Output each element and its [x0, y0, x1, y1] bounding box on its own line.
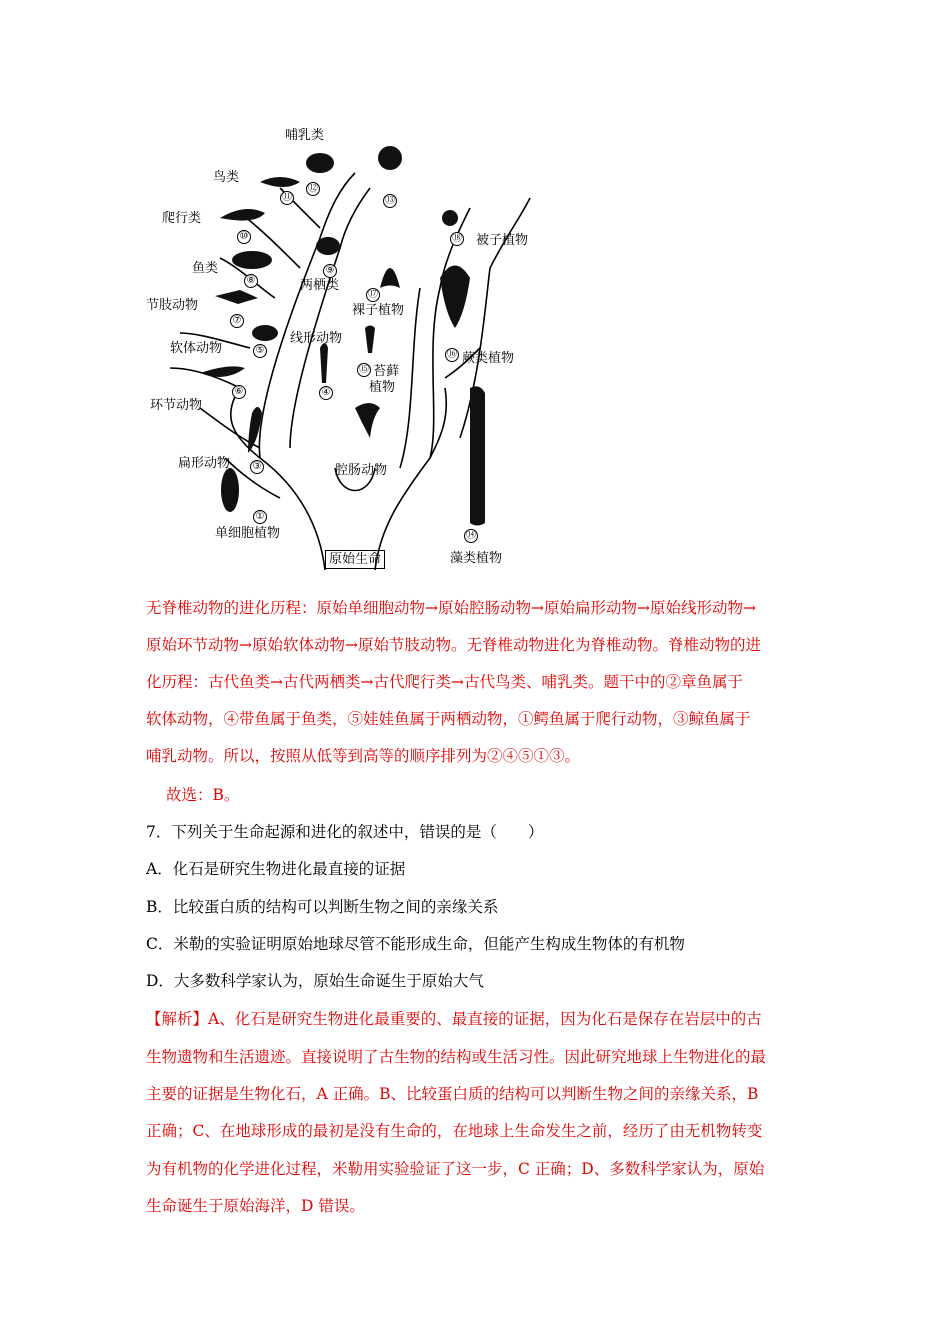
label-mosses-1: 苔藓 — [373, 364, 400, 379]
marker-13: ⑬ — [385, 195, 395, 206]
nematode-icon — [320, 343, 328, 383]
coelenterate-icon — [355, 403, 380, 438]
label-gymnosperms: 裸子植物 — [352, 303, 405, 318]
unicellular-organism-icon — [221, 468, 239, 512]
fern-icon — [440, 266, 470, 329]
label-nematodes: 线形动物 — [290, 331, 343, 346]
option-c: C．米勒的实验证明原始地球尽管不能形成生命，但能产生构成生物体的有机物 — [146, 935, 685, 953]
marker-6: ⑥ — [232, 385, 246, 399]
analysis-line-4: 正确；C、在地球形成的最初是没有生命的，在地球上生命发生之前，经历了由无机物转变 — [146, 1122, 763, 1140]
marker-11: ⑪ — [282, 192, 292, 203]
marker-3: ③ — [250, 460, 264, 474]
marker-9: ⑨ — [323, 264, 337, 278]
label-flatworms: 扁形动物 — [178, 456, 231, 471]
marker-4: ④ — [319, 386, 333, 400]
explanation-line-4: 软体动物，④带鱼属于鱼类，⑤娃娃鱼属于两栖动物，①鳄鱼属于爬行动物，③鲸鱼属于 — [146, 710, 751, 728]
analysis-line-5: 为有机物的化学进化过程，米勒用实验验证了这一步，C 正确；D、多数科学家认为，原始 — [146, 1160, 765, 1178]
marker-7: ⑦ — [230, 314, 244, 328]
marker-18: ⑱ — [452, 233, 462, 244]
label-birds: 鸟类 — [213, 170, 240, 185]
label-origin: 原始生命 — [325, 550, 385, 569]
label-coelenterates: 腔肠动物 — [335, 463, 388, 478]
explanation-line-3: 化历程：古代鱼类→古代两栖类→古代爬行类→古代鸟类、哺乳类。题干中的②章鱼属于 — [146, 673, 743, 691]
option-a: A．化石是研究生物进化最直接的证据 — [146, 860, 406, 878]
mammal-rabbit-icon — [306, 153, 334, 173]
marker-14: ⑭ — [466, 530, 476, 541]
label-angiosperms: 被子植物 — [476, 233, 529, 248]
label-mammals: 哺乳类 — [285, 128, 325, 143]
marker-12: ⑫ — [308, 183, 318, 194]
label-fish: 鱼类 — [192, 261, 219, 276]
mollusk-icon — [252, 325, 278, 341]
marker-5: ⑤ — [253, 344, 267, 358]
answer-line: 故选：B。 — [166, 786, 240, 804]
label-unicellular: 单细胞植物 — [215, 526, 281, 541]
evolution-tree-figure — [140, 118, 560, 580]
label-mollusks: 软体动物 — [170, 341, 223, 356]
angiosperm-icon — [442, 210, 458, 226]
label-annelids: 环节动物 — [150, 398, 203, 413]
arthropod-icon — [215, 290, 258, 304]
amphibian-icon — [316, 237, 340, 255]
option-b: B．比较蛋白质的结构可以判断生物之间的亲缘关系 — [146, 898, 499, 916]
analysis-line-6: 生命诞生于原始海洋，D 错误。 — [146, 1197, 365, 1215]
label-reptiles: 爬行类 — [162, 211, 202, 226]
label-arthropods: 节肢动物 — [146, 298, 199, 313]
human-icon — [378, 146, 402, 170]
annelid-icon — [200, 366, 245, 377]
gymnosperm-icon — [380, 268, 400, 288]
reptile-icon — [220, 209, 265, 221]
label-amphibians: 两栖类 — [300, 278, 340, 293]
algae-icon — [470, 386, 485, 525]
moss-icon — [365, 326, 375, 354]
analysis-line-1: 【解析】A、化石是研究生物进化最重要的、最直接的证据，因为化石是保存在岩层中的古 — [146, 1010, 762, 1028]
bird-icon — [260, 177, 300, 187]
label-mosses-2: 植物 — [369, 380, 396, 395]
fish-icon — [232, 251, 272, 269]
marker-17: ⑰ — [368, 289, 378, 300]
option-d: D．大多数科学家认为，原始生命诞生于原始大气 — [146, 972, 484, 990]
marker-8: ⑧ — [244, 274, 258, 288]
question-7-stem: 7．下列关于生命起源和进化的叙述中，错误的是（ ） — [146, 823, 544, 841]
marker-10: ⑩ — [237, 230, 251, 244]
label-ferns: 蕨类植物 — [462, 351, 515, 366]
explanation-line-5: 哺乳动物。所以，按照从低等到高等的顺序排列为②④⑤①③。 — [146, 747, 581, 765]
marker-15: ⑮ — [359, 364, 369, 375]
marker-16: ⑯ — [447, 349, 457, 360]
explanation-line-2: 原始环节动物→原始软体动物→原始节肢动物。无脊椎动物进化为脊椎动物。脊椎动物的进 — [146, 636, 761, 654]
marker-1: ① — [253, 510, 267, 524]
analysis-line-2: 生物遗物和生活遗迹。直接说明了古生物的结构或生活习性。因此研究地球上生物进化的最 — [146, 1048, 767, 1066]
analysis-line-3: 主要的证据是生物化石，A 正确。B、比较蛋白质的结构可以判断生物之间的亲缘关系，B — [146, 1085, 759, 1103]
label-algae: 藻类植物 — [450, 551, 503, 566]
explanation-line-1: 无脊椎动物的进化历程：原始单细胞动物→原始腔肠动物→原始扁形动物→原始线形动物→ — [146, 599, 756, 617]
